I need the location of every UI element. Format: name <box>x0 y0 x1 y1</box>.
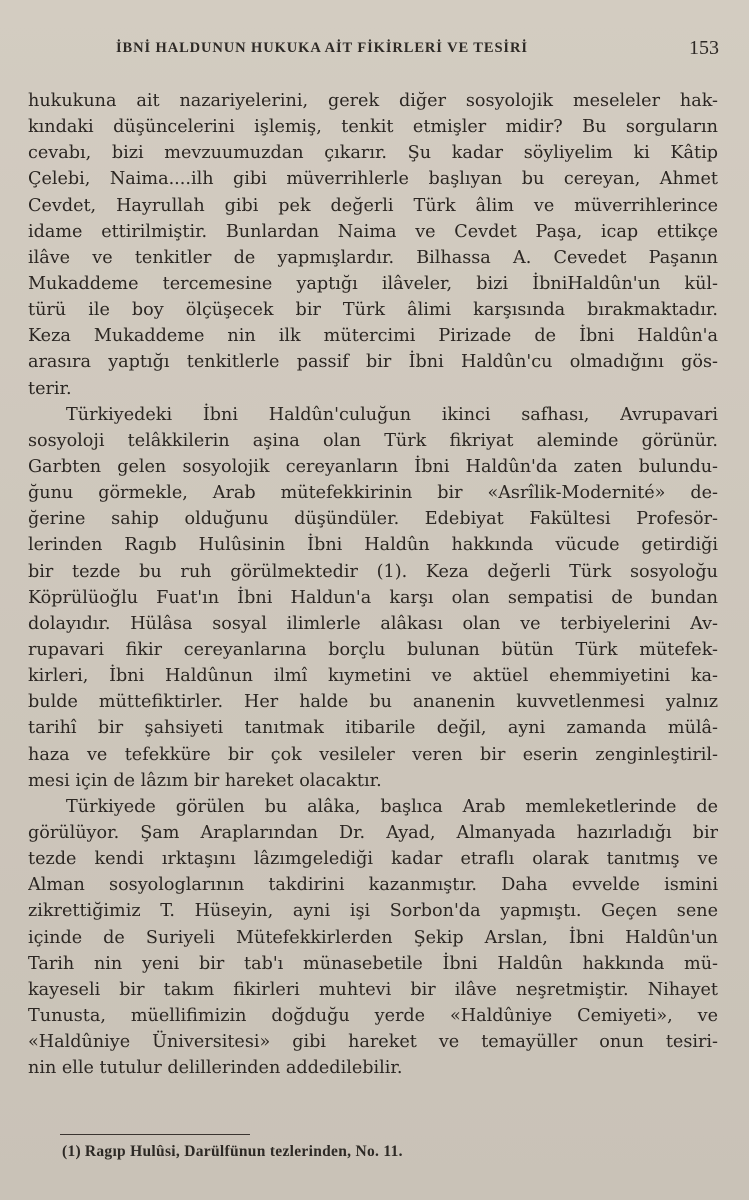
text-line: ilâve ve tenkitler de yapmışlardır. Bilhassa A. Cevedet Paşanın <box>28 247 718 268</box>
text-line: Garbten gelen sosyolojik cereyanların İbni Haldûn'da zaten bulundu- <box>28 456 718 477</box>
text-line: Mukaddeme tercemesine yaptığı ilâveler, bizi İbniHaldûn'un kül- <box>28 273 718 294</box>
text-line: ğerine sahip olduğunu düşündüler. Edebiyat Fakültesi Profesör- <box>28 509 718 530</box>
text-line: Türkiyedeki İbni Haldûn'culuğun ikinci safhası, Avrupavari <box>66 404 718 425</box>
footnote-marker: (1) <box>62 1143 81 1160</box>
text-line: kayeseli bir takım fikirleri muhtevi bir ilâve neşretmiştir. Nihayet <box>28 979 718 1000</box>
text-line: kındaki düşüncelerini işlemiş, tenkit etmişler midir? Bu sorguların <box>28 117 718 138</box>
footnote-divider <box>60 1134 250 1135</box>
text-line: hukukuna ait nazariyelerini, gerek diğer sosyolojik meseleler hak- <box>28 91 718 111</box>
text-line: tezde kendi ırktaşını lâzımgelediği kadar etraflı olarak tanıtmış ve <box>28 849 718 870</box>
page-number: 153 <box>689 37 719 59</box>
footnote-text: Ragıp Hulûsi, Darülfünun tezlerinden, No. 11. <box>84 1143 403 1160</box>
text-line: sosyoloji telâkkilerin aşina olan Türk fikriyat aleminde görünür. <box>28 430 718 451</box>
text-line: tarihî bir şahsiyeti tanıtmak itibarile değil, ayni zamanda mülâ- <box>28 718 718 739</box>
text-line: Köprülüoğlu Fuat'ın İbni Haldun'a karşı olan sempatisi de bundan <box>28 587 718 608</box>
running-title: İBNİ HALDUNUN HUKUKA AİT FİKİRLERİ VE TESİRİ <box>116 40 528 56</box>
body-text <box>28 88 718 1081</box>
text-line: Türkiyede görülen bu alâka, başlıca Arab memleketlerinde de <box>66 796 718 817</box>
text-line: cevabı, bizi mevzuumuzdan çıkarır. Şu kadar söyliyelim ki Kâtip <box>28 143 718 164</box>
text-line: nin elle tutulur delillerinden addedilebilir. <box>28 1058 403 1079</box>
text-line: idame ettirilmiştir. Bunlardan Naima ve Cevdet Paşa, icap ettikçe <box>28 221 718 242</box>
text-line: lerinden Ragıb Hulûsinin İbni Haldûn hakkında vücude getirdiği <box>28 535 718 556</box>
text-line: terir. <box>28 378 72 399</box>
text-line: «Haldûniye Üniversitesi» gibi hareket ve temayüller onun tesiri- <box>28 1032 718 1053</box>
footnote <box>62 1143 403 1161</box>
text-line: bulde müttefiktirler. Her halde bu ananenin kuvvetlenmesi yalnız <box>28 692 718 713</box>
text-line: Tunusta, müellifimizin doğduğu yerde «Haldûniye Cemiyeti», ve <box>28 1005 718 1026</box>
text-line: içinde de Suriyeli Mütefekkirlerden Şekip Arslan, İbni Haldûn'un <box>28 927 718 948</box>
text-line: ğunu görmekle, Arab mütefekkirinin bir «Asrîlik-Modernité» de- <box>28 483 718 504</box>
text-line: dolayıdır. Hülâsa sosyal ilimlerle alâkası olan ve terbiyelerini Av- <box>28 613 718 634</box>
text-line: türü ile boy ölçüşecek bir Türk âlimi karşısında bırakmaktadır. <box>28 300 718 321</box>
text-line: Keza Mukaddeme nin ilk mütercimi Pirizade de İbni Haldûn'a <box>28 326 718 347</box>
text-line: mesi için de lâzım bir hareket olacaktır. <box>28 770 382 791</box>
text-line: kirleri, İbni Haldûnun ilmî kıymetini ve aktüel ehemmiyetini ka- <box>28 666 718 687</box>
text-line: Tarih nin yeni bir tab'ı münasebetile İbni Haldûn hakkında mü- <box>28 953 718 974</box>
text-line: bir tezde bu ruh görülmektedir (1). Keza değerli Türk sosyoloğu <box>28 561 718 582</box>
text-line: Alman sosyologlarının takdirini kazanmıştır. Daha evvelde ismini <box>28 875 718 896</box>
text-line: Cevdet, Hayrullah gibi pek değerli Türk âlim ve müverrihlerince <box>28 195 718 216</box>
text-line: zikrettiğimiz T. Hüseyin, ayni işi Sorbon'da yapmıştı. Geçen sene <box>28 901 718 922</box>
text-line: görülüyor. Şam Araplarından Dr. Ayad, Almanyada hazırladığı bir <box>28 822 718 843</box>
text-line: rupavari fikir cereyanlarına borçlu bulunan bütün Türk mütefek- <box>28 639 718 660</box>
text-line: haza ve tefekküre bir çok vesileler veren bir eserin zenginleştiril- <box>28 744 718 765</box>
text-line: Çelebi, Naima....ilh gibi müverrihlerle başlıyan bu cereyan, Ahmet <box>28 169 718 190</box>
running-head <box>36 38 719 62</box>
text-line: arasıra yaptığı tenkitlerle passif bir İbni Haldûn'cu olmadığını gös- <box>28 352 718 373</box>
